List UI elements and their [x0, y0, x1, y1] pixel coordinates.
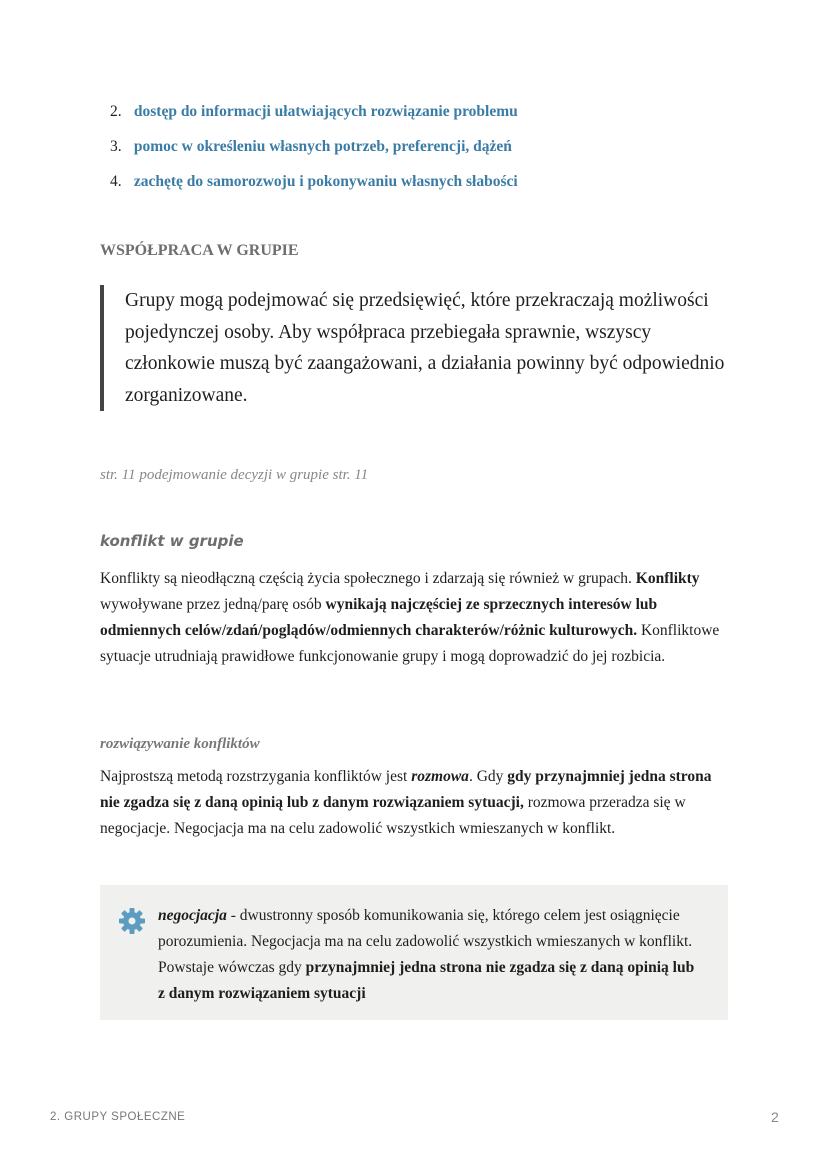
resolution-heading: rozwiązywanie konfliktów — [100, 736, 260, 752]
list-item — [110, 135, 518, 170]
list-text: dostęp do informacji ułatwiających rozwiązanie problemu — [133, 103, 518, 120]
note-text — [158, 903, 698, 1007]
bold-text: Konflikty — [635, 570, 700, 587]
text: . Gdy — [468, 768, 508, 785]
page-reference: str. 11 podejmowanie decyzji w grupie str. 11 — [100, 467, 369, 483]
bold-text: gdy przynajmniej jedna strona nie zgadza się z daną opinią lub z danym rozwiązaniem sytuacji, — [100, 768, 712, 811]
text: Konfliktowe sytuacje utrudniają prawidłowe funkcjonowanie grupy i mogą doprowadzić do jej rozbicia. — [100, 622, 720, 665]
text: rozmowa przeradza się w negocjacje. Negocjacja ma na celu zadowolić wszystkich wmieszanych w konflikt. — [100, 794, 686, 837]
page-number: 2 — [771, 1109, 779, 1125]
conflict-heading: konflikt w grupie — [100, 532, 244, 550]
text: Najprostszą metodą rozstrzygania konfliktów jest — [100, 768, 412, 785]
bold-text: przynajmniej jedna strona nie zgadza się z daną opinią lub z danym rozwiązaniem sytuacji — [158, 959, 695, 1002]
list-item — [110, 100, 518, 135]
note-term: negocjacja — [158, 907, 227, 924]
list-text: zachętę do samorozwoju i pokonywaniu własnych słabości — [133, 173, 518, 190]
bold-italic-text: rozmowa — [411, 768, 469, 785]
list-number: 3. — [110, 138, 122, 155]
text: wywoływane przez jedną/parę osób — [100, 596, 326, 613]
bold-text: wynikają najczęściej ze sprzecznych interesów lub odmiennych celów/zdań/poglądów/odmiennych charakterów/różnic kulturowych. — [100, 596, 658, 639]
list-text: pomoc w określeniu własnych potrzeb, preferencji, dążeń — [133, 138, 512, 155]
text: - dwustronny sposób komunikowania się, którego celem jest osiągnięcie porozumienia. Negocjacja ma na celu zadowolić wszystkich wmieszanych w konflikt. Powstaje wówczas gdy — [158, 907, 693, 976]
note-box — [100, 885, 728, 1020]
list-number: 4. — [110, 173, 122, 190]
gear-icon — [118, 907, 146, 935]
list-item — [110, 170, 518, 205]
section-heading: WSPÓŁPRACA W GRUPIE — [100, 242, 299, 259]
conflict-paragraph — [100, 566, 720, 670]
list-number: 2. — [110, 103, 122, 120]
footer-chapter: 2. GRUPY SPOŁECZNE — [50, 1111, 186, 1123]
resolution-paragraph — [100, 764, 720, 842]
blockquote: Grupy mogą podejmować się przedsięwięć, które przekraczają możliwości pojedynczej osoby. Aby współpraca przebiegała sprawnie, wszyscy członkowie muszą być zaangażowani, a działania powinny być odpowiednio zorganizowane. — [100, 285, 740, 411]
text: Konflikty są nieodłączną częścią życia społecznego i zdarzają się również w grupach. — [100, 570, 636, 587]
numbered-list — [110, 100, 518, 205]
